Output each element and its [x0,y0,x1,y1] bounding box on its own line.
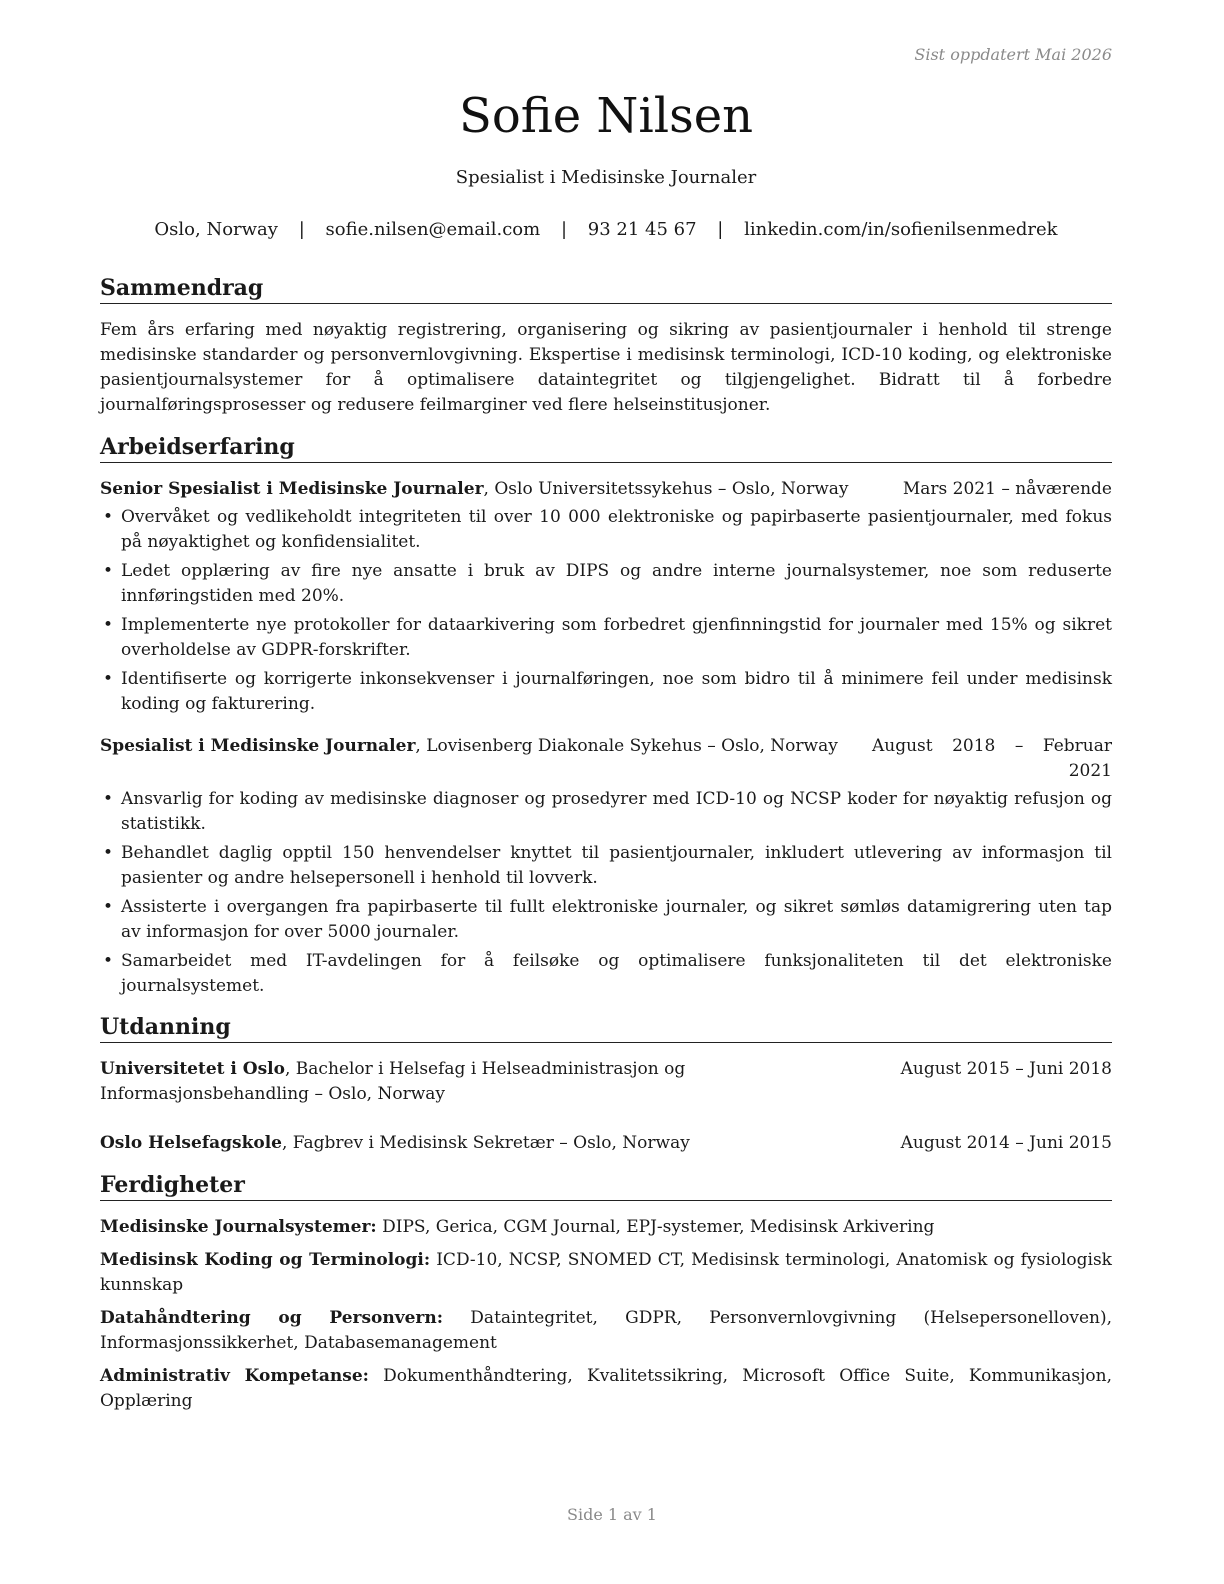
job-employer: , Lovisenberg Diakonale Sykehus – Oslo, Norway [415,736,838,756]
bullet-text: Overvåket og vedlikeholdt integriteten til over 10 000 elektroniske og papirbaserte pasientjournaler, med fokus på nøyaktighet og konfidensialitet. [121,507,1112,552]
education-title-line [100,1057,901,1107]
bullet-icon: • [103,561,114,581]
bullet-icon: • [103,615,114,635]
skill-row [100,1215,1112,1240]
education-section [100,1013,1112,1156]
job-position: Senior Spesialist i Medisinske Journaler [100,479,484,499]
resume-page [100,84,1112,1422]
contact-phone: 93 21 45 67 [587,219,697,240]
contact-separator: | [298,219,305,240]
bullet-item [100,841,1112,891]
skill-value: ICD-10, NCSP, SNOMED CT, Medisinsk terminologi, Anatomisk og fysiologisk kunnskap [100,1250,1112,1295]
bullet-text: Assisterte i overgangen fra papirbaserte til fullt elektroniske journaler, og sikret sømløs datamigrering uten tap av informasjon for over 5000 journaler. [121,897,1112,942]
skill-row [100,1306,1112,1356]
contact-linkedin[interactable]: linkedin.com/in/sofienilsenmedrek [744,219,1058,240]
bullet-text: Identifiserte og korrigerte inkonsekvenser i journalføringen, noe som bidro til å minimere feil under medisinsk koding og fakturering. [121,669,1112,714]
job-bullets [100,787,1112,999]
candidate-role: Spesialist i Medisinske Journaler [455,167,757,188]
page-footer: Side 1 av 1 [567,1505,657,1524]
job-dates: August 2018 – Februar 2021 [872,736,1112,781]
education-school: Universitetet i Oslo [100,1059,285,1079]
skill-value: Dokumenthåndtering, Kvalitetssikring, Microsoft Office Suite, Kommunikasjon, Opplæring [100,1366,1112,1411]
bullet-text: Ledet opplæring av fire nye ansatte i bruk av DIPS og andre interne journalsystemer, noe som reduserte innføringstiden med 20%. [121,561,1112,606]
bullet-icon: • [103,789,114,809]
skill-row [100,1248,1112,1298]
education-entry [100,1131,1112,1156]
summary-text: Fem års erfaring med nøyaktig registrering, organisering og sikring av pasientjournaler i henhold til strenge medisinske standarder og personvernlovgivning. Ekspertise i medisinsk terminologi, ICD-10 koding, og elektroniske pasientjournalsystemer for å optimalisere dataintegritet og tilgjengelighet. Bidratt til å forbedre journalføringsprosesser og redusere feilmarginer ved flere helseinstitusjoner. [100,320,1112,415]
job-header [100,477,1112,502]
job-employer: , Oslo Universitetssykehus – Oslo, Norway [483,479,849,499]
bullet-item [100,949,1112,999]
section-title-education: Utdanning [100,1013,1112,1043]
skill-label: Datahåndtering og Personvern: [100,1308,444,1328]
skill-label: Administrativ Kompetanse: [100,1366,369,1386]
job-entry [100,477,1112,717]
skill-label: Medisinske Journalsystemer: [100,1217,377,1237]
education-entry [100,1057,1112,1107]
contact-separator: | [560,219,568,240]
education-school: Oslo Helsefagskole [100,1133,282,1153]
education-detail: , Bachelor i Helsefag i Helseadministrasjon og Informasjonsbehandling – Oslo, Norway [100,1059,686,1104]
bullet-text: Ansvarlig for koding av medisinske diagnoser og prosedyrer med ICD-10 og NCSP koder for nøyaktig refusjon og statistikk. [121,789,1112,834]
bullet-item [100,667,1112,717]
bullet-icon: • [103,897,114,917]
contact-line [100,218,1112,242]
education-dates: August 2015 – Juni 2018 [900,1059,1112,1079]
section-title-summary: Sammendrag [100,274,1112,304]
job-entry [100,734,1112,999]
job-position: Spesialist i Medisinske Journaler [100,736,416,756]
bullet-icon: • [103,507,114,527]
bullet-item [100,895,1112,945]
bullet-text: Samarbeidet med IT-avdelingen for å feilsøke og optimalisere funksjonaliteten til det elektroniske journalsystemet. [121,951,1112,996]
bullet-item [100,613,1112,663]
last-updated-note: Sist oppdatert Mai 2026 [914,45,1112,64]
contact-separator: | [717,219,724,240]
bullet-icon: • [103,843,114,863]
contact-email[interactable]: sofie.nilsen@email.com [325,219,541,240]
skills-list [100,1215,1112,1414]
skill-row [100,1364,1112,1414]
section-title-experience: Arbeidserfaring [100,433,1112,463]
job-bullets [100,505,1112,717]
candidate-name: Sofie Nilsen [458,88,754,144]
section-title-skills: Ferdigheter [100,1171,1112,1201]
skill-label: Medisinsk Koding og Terminologi: [100,1250,431,1270]
job-dates: Mars 2021 – nåværende [902,479,1112,499]
experience-section [100,433,1112,999]
bullet-text: Implementerte nye protokoller for dataarkivering som forbedret gjenfinningstid for journaler med 15% og sikret overholdelse av GDPR-forskrifter. [121,615,1112,660]
education-title-line [100,1131,901,1156]
bullet-item [100,559,1112,609]
skill-value: DIPS, Gerica, CGM Journal, EPJ-systemer, Medisinsk Arkivering [376,1217,935,1237]
bullet-text: Behandlet daglig opptil 150 henvendelser knyttet til pasientjournaler, inkludert utlevering av informasjon til pasienter og andre helsepersonell i henhold til lovverk. [121,843,1112,888]
summary-section [100,274,1112,418]
education-dates: August 2014 – Juni 2015 [900,1133,1112,1153]
job-title-line [100,734,872,784]
skill-value: Dataintegritet, GDPR, Personvernlovgivning (Helsepersonelloven), Informasjonssikkerhet, Databasemanagement [100,1308,1113,1353]
job-title-line [100,477,902,502]
bullet-item [100,787,1112,837]
bullet-icon: • [103,669,114,689]
job-header [100,734,1112,784]
bullet-icon: • [103,951,114,971]
bullet-item [100,505,1112,555]
education-detail: , Fagbrev i Medisinsk Sekretær – Oslo, Norway [282,1133,690,1153]
contact-location: Oslo, Norway [154,219,278,240]
skills-section [100,1171,1112,1414]
